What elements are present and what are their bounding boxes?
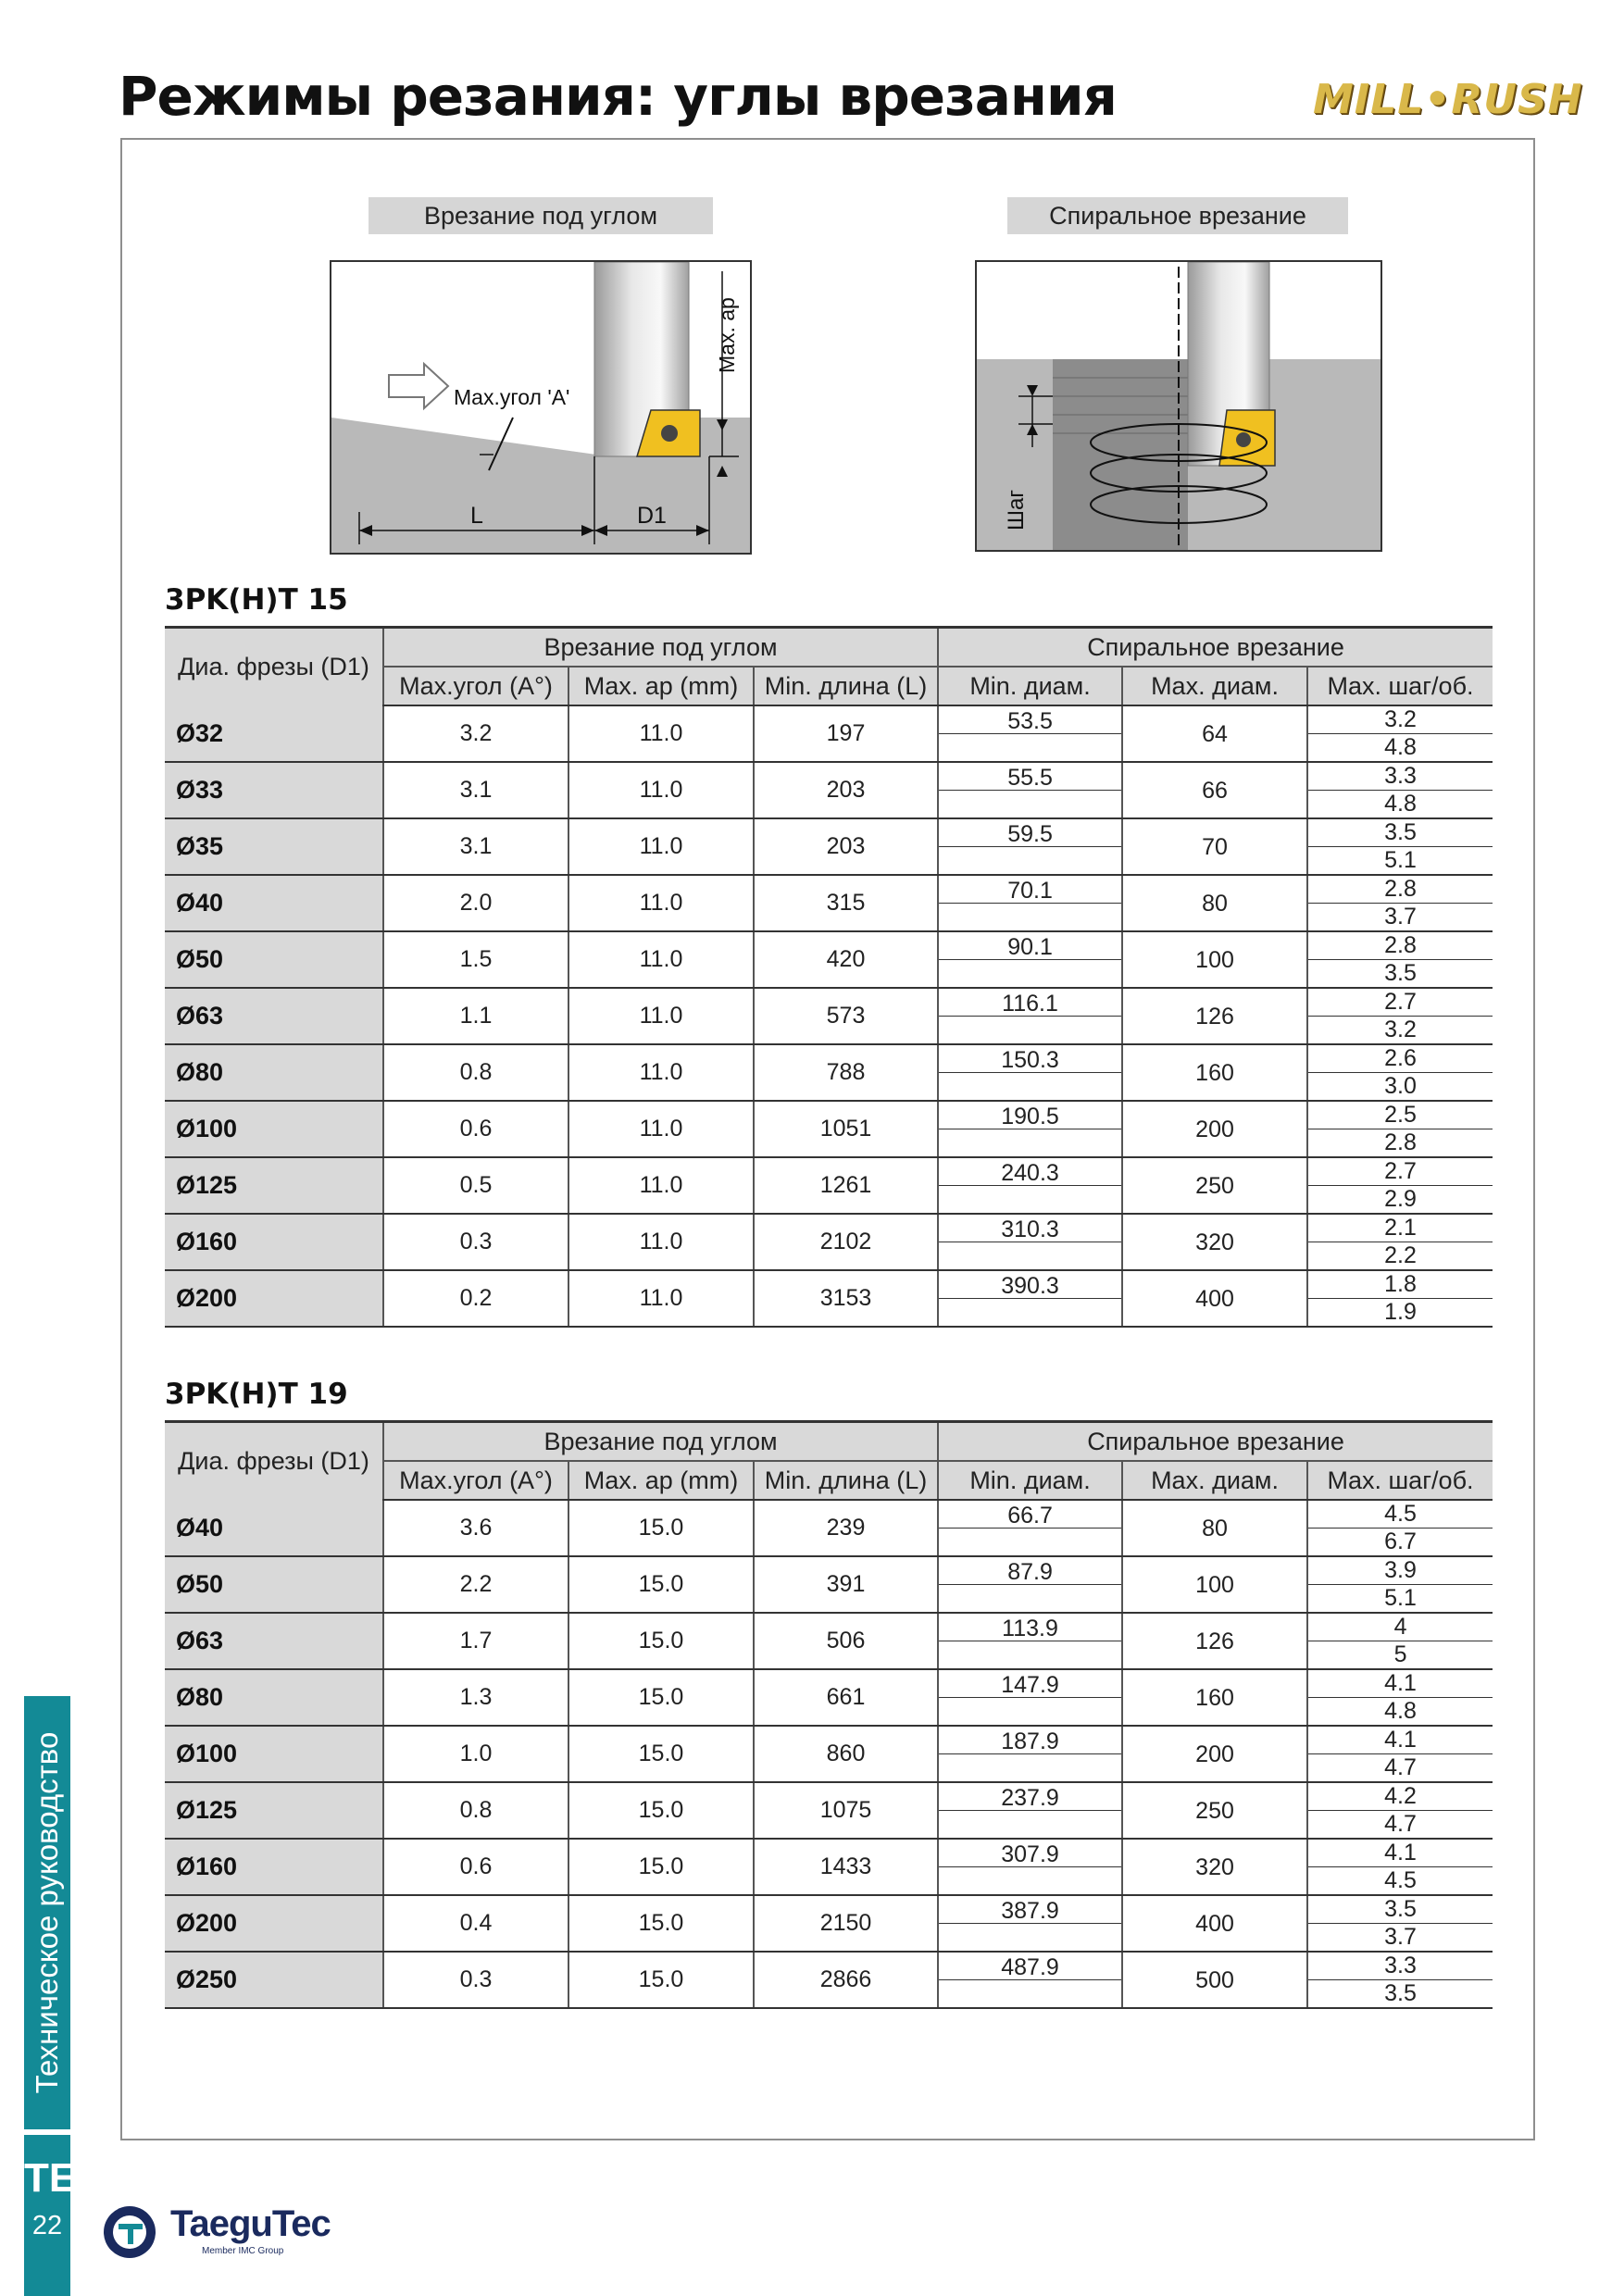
cell-empty bbox=[938, 734, 1122, 763]
cell-max-angle: 3.1 bbox=[383, 762, 568, 818]
cell-pitch-min: 4.1 bbox=[1307, 1669, 1493, 1698]
cell-dia: Ø125 bbox=[165, 1157, 383, 1214]
cell-empty bbox=[938, 1698, 1122, 1727]
cell-min-dia: 147.9 bbox=[938, 1669, 1122, 1698]
cell-min-length: 420 bbox=[754, 931, 938, 988]
cell-max-dia: 126 bbox=[1122, 988, 1307, 1044]
cell-dia: Ø200 bbox=[165, 1895, 383, 1952]
cell-pitch-max: 3.7 bbox=[1307, 1924, 1493, 1953]
d1-label: D1 bbox=[637, 503, 667, 529]
helical-diagram-caption: Спиральное врезание bbox=[1007, 197, 1348, 234]
cell-max-ap: 11.0 bbox=[568, 818, 754, 875]
cell-dia: Ø100 bbox=[165, 1101, 383, 1157]
table-row bbox=[165, 1952, 1493, 1980]
cell-max-dia: 80 bbox=[1122, 1500, 1307, 1556]
cell-max-dia: 66 bbox=[1122, 762, 1307, 818]
cell-max-angle: 1.5 bbox=[383, 931, 568, 988]
header-ramping: Врезание под углом bbox=[383, 628, 938, 668]
cell-dia: Ø125 bbox=[165, 1782, 383, 1839]
cell-empty bbox=[938, 1641, 1122, 1670]
cell-pitch-min: 2.8 bbox=[1307, 875, 1493, 904]
cell-max-angle: 0.2 bbox=[383, 1270, 568, 1327]
cell-empty bbox=[938, 1186, 1122, 1215]
cell-pitch-min: 3.2 bbox=[1307, 705, 1493, 734]
cutting-table-19 bbox=[165, 1420, 1493, 2009]
cell-empty bbox=[938, 1017, 1122, 1045]
cell-empty bbox=[938, 1867, 1122, 1896]
page-number: 22 bbox=[31, 2211, 63, 2240]
cell-pitch-min: 2.6 bbox=[1307, 1044, 1493, 1073]
cell-min-length: 661 bbox=[754, 1669, 938, 1726]
table-row bbox=[165, 1101, 1493, 1129]
cell-max-dia: 400 bbox=[1122, 1895, 1307, 1952]
header-max-ap: Max. ap (mm) bbox=[568, 1461, 754, 1500]
sidebar-tab-text: Техническое руководство bbox=[30, 1731, 64, 2094]
taegutec-logo-icon bbox=[100, 2203, 165, 2261]
section-code: TE bbox=[24, 2155, 77, 2201]
cell-max-ap: 15.0 bbox=[568, 1613, 754, 1669]
cell-empty bbox=[938, 1129, 1122, 1158]
cell-empty bbox=[938, 791, 1122, 819]
cell-max-dia: 250 bbox=[1122, 1157, 1307, 1214]
cell-pitch-min: 3.3 bbox=[1307, 762, 1493, 791]
cell-pitch-max: 3.0 bbox=[1307, 1073, 1493, 1102]
cell-empty bbox=[938, 904, 1122, 932]
table-row bbox=[165, 1157, 1493, 1186]
header-max-angle: Max.угол (A°) bbox=[383, 1461, 568, 1500]
cell-max-dia: 500 bbox=[1122, 1952, 1307, 2008]
cell-pitch-max: 6.7 bbox=[1307, 1529, 1493, 1557]
cell-min-dia: 150.3 bbox=[938, 1044, 1122, 1073]
ramping-diagram-caption: Врезание под углом bbox=[369, 197, 713, 234]
cell-empty bbox=[938, 1073, 1122, 1102]
cell-pitch-max: 4.5 bbox=[1307, 1867, 1493, 1896]
cell-pitch-max: 5.1 bbox=[1307, 847, 1493, 876]
cell-pitch-max: 3.5 bbox=[1307, 1980, 1493, 2009]
table-row bbox=[165, 1839, 1493, 1867]
cell-max-dia: 100 bbox=[1122, 1556, 1307, 1613]
ramp-angle-label: Max.угол 'A' bbox=[454, 385, 570, 409]
cell-min-length: 197 bbox=[754, 705, 938, 762]
cell-min-dia: 70.1 bbox=[938, 875, 1122, 904]
header-max-dia: Max. диам. bbox=[1122, 1461, 1307, 1500]
cell-max-angle: 2.0 bbox=[383, 875, 568, 931]
page-title: Режимы резания: углы врезания bbox=[119, 65, 1117, 128]
header-dia: Диа. фрезы (D1) bbox=[165, 1422, 383, 1501]
cell-max-ap: 15.0 bbox=[568, 1726, 754, 1782]
brand-logo: MILL•RUSH bbox=[1313, 76, 1583, 123]
cell-max-dia: 80 bbox=[1122, 875, 1307, 931]
company-name: TaeguTec bbox=[170, 2203, 331, 2244]
cell-max-dia: 64 bbox=[1122, 705, 1307, 762]
cell-max-angle: 1.7 bbox=[383, 1613, 568, 1669]
cell-dia: Ø32 bbox=[165, 705, 383, 762]
cell-empty bbox=[938, 1924, 1122, 1953]
cell-min-dia: 487.9 bbox=[938, 1952, 1122, 1980]
header-ramping: Врезание под углом bbox=[383, 1422, 938, 1462]
cell-pitch-min: 4.5 bbox=[1307, 1500, 1493, 1529]
header-max-ap: Max. ap (mm) bbox=[568, 667, 754, 705]
cell-pitch-min: 4 bbox=[1307, 1613, 1493, 1641]
cell-max-ap: 15.0 bbox=[568, 1669, 754, 1726]
cell-max-ap: 11.0 bbox=[568, 762, 754, 818]
cell-dia: Ø80 bbox=[165, 1669, 383, 1726]
cell-max-dia: 100 bbox=[1122, 931, 1307, 988]
cell-empty bbox=[938, 1585, 1122, 1614]
cell-min-length: 506 bbox=[754, 1613, 938, 1669]
cell-pitch-min: 3.5 bbox=[1307, 818, 1493, 847]
table-row bbox=[165, 1270, 1493, 1299]
header-helical: Спиральное врезание bbox=[938, 628, 1493, 668]
table2-title: 3PK(H)T 19 bbox=[165, 1378, 348, 1411]
cell-empty bbox=[938, 1299, 1122, 1328]
cell-max-ap: 15.0 bbox=[568, 1556, 754, 1613]
cell-empty bbox=[938, 1754, 1122, 1783]
cell-empty bbox=[938, 847, 1122, 876]
header-dia: Диа. фрезы (D1) bbox=[165, 628, 383, 706]
cell-empty bbox=[938, 1242, 1122, 1271]
table-row bbox=[165, 1895, 1493, 1924]
cell-max-dia: 70 bbox=[1122, 818, 1307, 875]
table-row bbox=[165, 1613, 1493, 1641]
cell-pitch-min: 2.7 bbox=[1307, 1157, 1493, 1186]
cell-pitch-min: 4.2 bbox=[1307, 1782, 1493, 1811]
cell-max-dia: 250 bbox=[1122, 1782, 1307, 1839]
cell-min-length: 203 bbox=[754, 762, 938, 818]
feed-arrow-icon bbox=[389, 364, 448, 408]
cell-min-length: 3153 bbox=[754, 1270, 938, 1327]
cell-max-angle: 0.8 bbox=[383, 1044, 568, 1101]
cell-max-angle: 0.5 bbox=[383, 1157, 568, 1214]
cell-pitch-min: 3.3 bbox=[1307, 1952, 1493, 1980]
cell-empty bbox=[938, 960, 1122, 989]
cell-max-angle: 0.3 bbox=[383, 1952, 568, 2008]
cell-pitch-min: 1.8 bbox=[1307, 1270, 1493, 1299]
cell-pitch-max: 3.7 bbox=[1307, 904, 1493, 932]
cell-pitch-max: 4.8 bbox=[1307, 1698, 1493, 1727]
cell-dia: Ø250 bbox=[165, 1952, 383, 2008]
cell-max-ap: 15.0 bbox=[568, 1839, 754, 1895]
cell-dia: Ø50 bbox=[165, 931, 383, 988]
cell-max-dia: 320 bbox=[1122, 1839, 1307, 1895]
cell-min-dia: 190.5 bbox=[938, 1101, 1122, 1129]
table-row bbox=[165, 1214, 1493, 1242]
cell-max-ap: 11.0 bbox=[568, 1157, 754, 1214]
cell-pitch-max: 5 bbox=[1307, 1641, 1493, 1670]
table-row bbox=[165, 1726, 1493, 1754]
table-row bbox=[165, 818, 1493, 847]
cell-max-angle: 1.3 bbox=[383, 1669, 568, 1726]
table-row bbox=[165, 705, 1493, 734]
pitch-label: Шаг bbox=[1004, 489, 1029, 530]
cell-pitch-min: 3.9 bbox=[1307, 1556, 1493, 1585]
cell-dia: Ø160 bbox=[165, 1214, 383, 1270]
cell-min-dia: 307.9 bbox=[938, 1839, 1122, 1867]
cell-max-ap: 11.0 bbox=[568, 1044, 754, 1101]
cell-max-ap: 11.0 bbox=[568, 988, 754, 1044]
cell-dia: Ø80 bbox=[165, 1044, 383, 1101]
cell-dia: Ø40 bbox=[165, 1500, 383, 1556]
cell-pitch-max: 2.8 bbox=[1307, 1129, 1493, 1158]
cell-pitch-min: 2.1 bbox=[1307, 1214, 1493, 1242]
cell-pitch-max: 4.7 bbox=[1307, 1754, 1493, 1783]
cell-max-ap: 11.0 bbox=[568, 1214, 754, 1270]
cell-pitch-min: 2.8 bbox=[1307, 931, 1493, 960]
cell-pitch-max: 2.9 bbox=[1307, 1186, 1493, 1215]
cell-pitch-min: 2.7 bbox=[1307, 988, 1493, 1017]
cutting-table-15 bbox=[165, 626, 1493, 1328]
cell-max-angle: 0.4 bbox=[383, 1895, 568, 1952]
table1-title: 3PK(H)T 15 bbox=[165, 583, 348, 617]
cell-max-angle: 3.2 bbox=[383, 705, 568, 762]
cell-min-length: 1261 bbox=[754, 1157, 938, 1214]
cell-min-length: 315 bbox=[754, 875, 938, 931]
header-max-pitch: Max. шаг/об. bbox=[1307, 1461, 1493, 1500]
cell-pitch-max: 3.2 bbox=[1307, 1017, 1493, 1045]
cell-min-dia: 237.9 bbox=[938, 1782, 1122, 1811]
cell-empty bbox=[938, 1980, 1122, 2009]
cell-empty bbox=[938, 1811, 1122, 1840]
cell-pitch-min: 2.5 bbox=[1307, 1101, 1493, 1129]
cell-max-ap: 15.0 bbox=[568, 1895, 754, 1952]
cell-max-dia: 320 bbox=[1122, 1214, 1307, 1270]
cell-min-length: 203 bbox=[754, 818, 938, 875]
table-row bbox=[165, 1669, 1493, 1698]
cell-max-dia: 200 bbox=[1122, 1726, 1307, 1782]
cell-min-dia: 116.1 bbox=[938, 988, 1122, 1017]
ramping-diagram bbox=[330, 260, 752, 555]
cell-min-dia: 240.3 bbox=[938, 1157, 1122, 1186]
cell-dia: Ø63 bbox=[165, 988, 383, 1044]
cell-dia: Ø200 bbox=[165, 1270, 383, 1327]
cell-max-angle: 3.6 bbox=[383, 1500, 568, 1556]
header-helical: Спиральное врезание bbox=[938, 1422, 1493, 1462]
cell-max-angle: 0.6 bbox=[383, 1101, 568, 1157]
cell-min-length: 2102 bbox=[754, 1214, 938, 1270]
cell-max-angle: 1.0 bbox=[383, 1726, 568, 1782]
cell-pitch-max: 2.2 bbox=[1307, 1242, 1493, 1271]
cell-max-angle: 0.3 bbox=[383, 1214, 568, 1270]
cell-min-length: 788 bbox=[754, 1044, 938, 1101]
cell-pitch-max: 4.8 bbox=[1307, 791, 1493, 819]
cell-max-dia: 160 bbox=[1122, 1669, 1307, 1726]
cell-pitch-max: 4.7 bbox=[1307, 1811, 1493, 1840]
header-max-pitch: Max. шаг/об. bbox=[1307, 667, 1493, 705]
cell-max-ap: 11.0 bbox=[568, 1101, 754, 1157]
cell-max-ap: 15.0 bbox=[568, 1782, 754, 1839]
cell-max-ap: 15.0 bbox=[568, 1952, 754, 2008]
cell-min-dia: 66.7 bbox=[938, 1500, 1122, 1529]
cell-min-length: 1075 bbox=[754, 1782, 938, 1839]
cell-pitch-max: 3.5 bbox=[1307, 960, 1493, 989]
cell-min-dia: 113.9 bbox=[938, 1613, 1122, 1641]
cell-max-ap: 11.0 bbox=[568, 875, 754, 931]
table-row bbox=[165, 762, 1493, 791]
cell-max-dia: 200 bbox=[1122, 1101, 1307, 1157]
cell-min-dia: 90.1 bbox=[938, 931, 1122, 960]
cell-min-length: 1051 bbox=[754, 1101, 938, 1157]
max-ap-label: Max. ap bbox=[715, 297, 739, 373]
cell-dia: Ø160 bbox=[165, 1839, 383, 1895]
cell-max-ap: 11.0 bbox=[568, 931, 754, 988]
cell-min-dia: 55.5 bbox=[938, 762, 1122, 791]
cell-max-angle: 3.1 bbox=[383, 818, 568, 875]
cell-min-dia: 390.3 bbox=[938, 1270, 1122, 1299]
workpiece-slope bbox=[331, 418, 609, 553]
cell-dia: Ø33 bbox=[165, 762, 383, 818]
cell-dia: Ø50 bbox=[165, 1556, 383, 1613]
cell-pitch-max: 1.9 bbox=[1307, 1299, 1493, 1328]
cell-min-dia: 59.5 bbox=[938, 818, 1122, 847]
cell-pitch-min: 4.1 bbox=[1307, 1726, 1493, 1754]
section-code-box bbox=[24, 2135, 77, 2296]
header-min-length: Min. длина (L) bbox=[754, 1461, 938, 1500]
table-row bbox=[165, 1044, 1493, 1073]
cell-min-length: 391 bbox=[754, 1556, 938, 1613]
cell-max-dia: 160 bbox=[1122, 1044, 1307, 1101]
header-min-dia: Min. диам. bbox=[938, 1461, 1122, 1500]
cell-pitch-min: 3.5 bbox=[1307, 1895, 1493, 1924]
cell-min-length: 860 bbox=[754, 1726, 938, 1782]
cell-max-ap: 15.0 bbox=[568, 1500, 754, 1556]
cell-max-ap: 11.0 bbox=[568, 1270, 754, 1327]
cell-min-length: 2150 bbox=[754, 1895, 938, 1952]
cell-pitch-max: 5.1 bbox=[1307, 1585, 1493, 1614]
cell-dia: Ø100 bbox=[165, 1726, 383, 1782]
cell-max-angle: 0.6 bbox=[383, 1839, 568, 1895]
cell-dia: Ø63 bbox=[165, 1613, 383, 1669]
cell-max-ap: 11.0 bbox=[568, 705, 754, 762]
table-row bbox=[165, 1782, 1493, 1811]
cell-pitch-min: 4.1 bbox=[1307, 1839, 1493, 1867]
cell-min-length: 1433 bbox=[754, 1839, 938, 1895]
cell-max-angle: 1.1 bbox=[383, 988, 568, 1044]
cell-min-dia: 87.9 bbox=[938, 1556, 1122, 1585]
cell-min-length: 573 bbox=[754, 988, 938, 1044]
cell-min-length: 2866 bbox=[754, 1952, 938, 2008]
cell-dia: Ø40 bbox=[165, 875, 383, 931]
cell-max-dia: 400 bbox=[1122, 1270, 1307, 1327]
table-row bbox=[165, 1556, 1493, 1585]
cell-min-dia: 310.3 bbox=[938, 1214, 1122, 1242]
table-row bbox=[165, 931, 1493, 960]
header-max-angle: Max.угол (A°) bbox=[383, 667, 568, 705]
cell-max-angle: 0.8 bbox=[383, 1782, 568, 1839]
cell-pitch-max: 4.8 bbox=[1307, 734, 1493, 763]
header-min-dia: Min. диам. bbox=[938, 667, 1122, 705]
table-row bbox=[165, 875, 1493, 904]
cell-empty bbox=[938, 1529, 1122, 1557]
table-row bbox=[165, 1500, 1493, 1529]
length-l-label: L bbox=[470, 503, 483, 529]
cell-dia: Ø35 bbox=[165, 818, 383, 875]
header-max-dia: Max. диам. bbox=[1122, 667, 1307, 705]
helical-diagram bbox=[975, 260, 1382, 552]
company-tagline: Member IMC Group bbox=[202, 2246, 284, 2256]
table-row bbox=[165, 988, 1493, 1017]
cell-max-angle: 2.2 bbox=[383, 1556, 568, 1613]
cell-max-dia: 126 bbox=[1122, 1613, 1307, 1669]
cell-min-dia: 387.9 bbox=[938, 1895, 1122, 1924]
cell-min-dia: 187.9 bbox=[938, 1726, 1122, 1754]
cell-min-length: 239 bbox=[754, 1500, 938, 1556]
cell-min-dia: 53.5 bbox=[938, 705, 1122, 734]
header-min-length: Min. длина (L) bbox=[754, 667, 938, 705]
